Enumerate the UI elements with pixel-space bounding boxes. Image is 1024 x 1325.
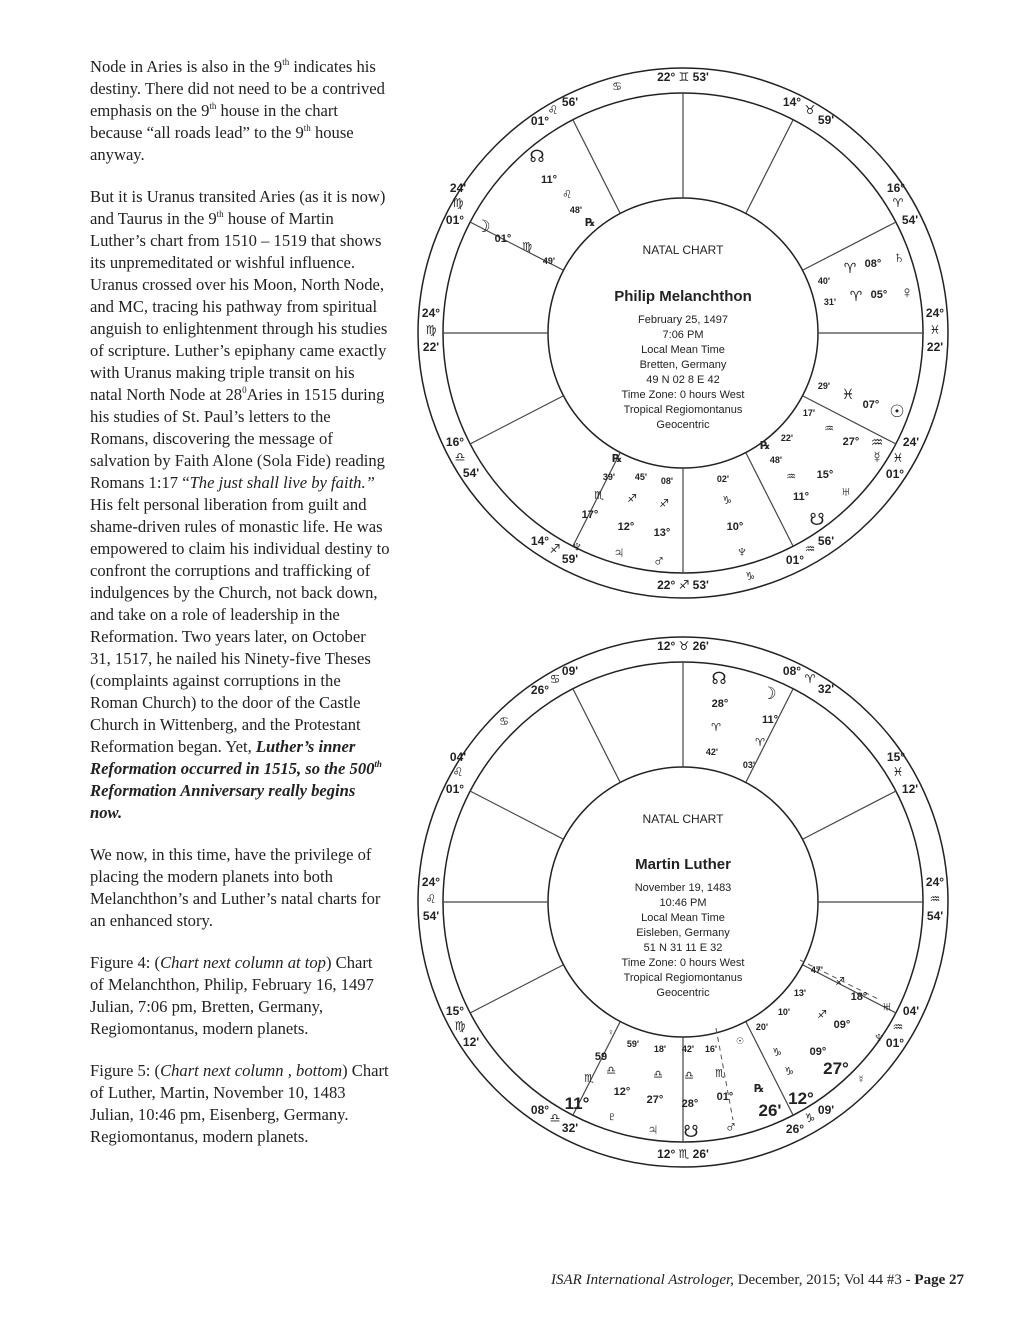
- svg-text:18': 18': [653, 1044, 667, 1054]
- svg-text:10': 10': [777, 1007, 791, 1017]
- svg-text:42': 42': [705, 747, 719, 757]
- svg-text:08°: 08°: [864, 258, 882, 270]
- svg-text:12': 12': [462, 1035, 480, 1049]
- svg-text:24°: 24°: [421, 306, 441, 320]
- svg-text:♌: ♌: [562, 189, 572, 201]
- svg-text:04': 04': [449, 750, 467, 764]
- svg-text:♈: ♈: [849, 288, 863, 304]
- svg-text:07°: 07°: [862, 399, 880, 411]
- svg-text:☊: ☊: [529, 147, 545, 166]
- svg-text:01°: 01°: [530, 114, 550, 128]
- melanchthon-chart: [418, 68, 948, 598]
- svg-text:11°: 11°: [540, 174, 558, 186]
- paragraph-1: Node in Aries is also in the 9th indicates his destiny. There did not need to be a contrived emphasis on the 9th house in the chart because “all roads lead” to the 9th house anyway.: [90, 57, 385, 164]
- svg-text:♈: ♈: [804, 672, 816, 686]
- svg-text:♒: ♒: [892, 1020, 904, 1034]
- svg-text:11°: 11°: [761, 714, 779, 726]
- svg-text:54': 54': [462, 466, 480, 480]
- svg-text:01°: 01°: [785, 553, 805, 567]
- svg-text:♀: ♀: [607, 1027, 615, 1037]
- svg-text:♆: ♆: [570, 537, 584, 556]
- svg-text:♑: ♑: [722, 495, 732, 507]
- svg-text:☊: ☊: [711, 669, 727, 688]
- svg-text:♑: ♑: [745, 571, 755, 583]
- svg-text:26': 26': [758, 1101, 782, 1120]
- svg-text:32': 32': [817, 682, 835, 696]
- svg-text:31': 31': [823, 297, 837, 307]
- svg-text:09': 09': [561, 664, 579, 678]
- svg-text:17': 17': [802, 408, 816, 418]
- svg-text:♏: ♏: [715, 1068, 725, 1080]
- svg-text:12': 12': [901, 782, 919, 796]
- svg-text:20': 20': [755, 1022, 769, 1032]
- svg-text:♈: ♈: [892, 196, 904, 210]
- svg-text:54': 54': [926, 909, 944, 923]
- svg-text:27°: 27°: [823, 1059, 849, 1078]
- figure-4-caption: Figure 4: (Chart next column at top) Chart of Melanchthon, Philip, February 16, 1497 Julian, 7:06 pm, Bretten, Germany, Regiomontanus, modern planets.: [90, 953, 374, 1038]
- chart-info: [622, 314, 745, 431]
- svg-text:♏: ♏: [594, 490, 604, 502]
- svg-text:7:06 PM: 7:06 PM: [662, 329, 704, 341]
- svg-text:14°: 14°: [782, 95, 802, 109]
- chart-name: Martin Luther: [635, 856, 731, 873]
- svg-text:♒: ♒: [824, 423, 834, 435]
- svg-text:♎: ♎: [606, 1065, 616, 1077]
- svg-text:♐: ♐: [659, 498, 669, 510]
- svg-text:08°: 08°: [530, 1103, 550, 1117]
- svg-text:♐: ♐: [549, 542, 561, 556]
- svg-text:59': 59': [817, 113, 835, 127]
- svg-text:22': 22': [422, 340, 440, 354]
- svg-text:♅: ♅: [839, 482, 853, 501]
- svg-text:♍: ♍: [454, 1019, 466, 1033]
- svg-text:15°: 15°: [886, 750, 906, 764]
- svg-text:♑: ♑: [784, 1066, 794, 1078]
- svg-text:♓: ♓: [892, 765, 904, 779]
- chart-heading: NATAL CHART: [642, 243, 724, 257]
- svg-text:♑: ♑: [804, 1111, 816, 1125]
- svg-text:56': 56': [817, 534, 835, 548]
- svg-text:59': 59': [561, 552, 579, 566]
- svg-text:♋: ♋: [499, 716, 509, 728]
- svg-text:♎: ♎: [684, 1070, 694, 1082]
- svg-text:22° ♐ 53': 22° ♐ 53': [657, 578, 709, 592]
- svg-text:09': 09': [817, 1103, 835, 1117]
- svg-text:32': 32': [561, 1121, 579, 1135]
- svg-text:01°: 01°: [494, 233, 512, 245]
- chart-info: [622, 882, 745, 999]
- svg-text:☽: ☽: [761, 684, 777, 703]
- svg-text:12° ♏ 26': 12° ♏ 26': [657, 1147, 709, 1161]
- figure-5-caption: Figure 5: (Chart next column , bottom) Chart of Luther, Martin, November 10, 1483 Julian, 10:46 pm, Eisenberg, Germany. Regiomontanus, modern planets.: [90, 1061, 389, 1146]
- svg-text:♓: ♓: [841, 386, 855, 402]
- svg-text:♆: ♆: [735, 542, 749, 561]
- svg-text:♂: ♂: [652, 551, 666, 570]
- svg-text:♏: ♏: [584, 1073, 594, 1085]
- svg-text:54': 54': [901, 213, 919, 227]
- svg-text:04': 04': [902, 1004, 920, 1018]
- svg-text:11°: 11°: [564, 1094, 590, 1113]
- svg-text:Local Mean Time: Local Mean Time: [641, 344, 725, 356]
- luther-chart: [418, 637, 948, 1167]
- svg-text:29': 29': [817, 381, 831, 391]
- svg-text:08°: 08°: [782, 664, 802, 678]
- svg-text:☉: ☉: [889, 402, 905, 421]
- svg-text:♈: ♈: [711, 722, 721, 734]
- svg-text:February 25, 1497: February 25, 1497: [638, 314, 728, 326]
- svg-text:18°: 18°: [850, 991, 868, 1003]
- svg-text:42': 42': [681, 1044, 695, 1054]
- svg-text:24°: 24°: [421, 875, 441, 889]
- svg-text:♃: ♃: [646, 1120, 660, 1139]
- svg-text:09°: 09°: [809, 1046, 827, 1058]
- svg-text:01°: 01°: [716, 1091, 734, 1103]
- svg-text:10°: 10°: [726, 521, 744, 533]
- svg-text:Tropical Regiomontanus: Tropical Regiomontanus: [623, 404, 743, 416]
- svg-text:05°: 05°: [870, 289, 888, 301]
- svg-text:16': 16': [704, 1044, 718, 1054]
- svg-text:♓: ♓: [929, 323, 941, 337]
- svg-text:02': 02': [716, 474, 730, 484]
- svg-text:♄: ♄: [892, 248, 906, 267]
- svg-text:22': 22': [780, 433, 794, 443]
- svg-text:☋: ☋: [809, 510, 825, 529]
- svg-text:39': 39': [602, 472, 616, 482]
- svg-text:♅: ♅: [880, 997, 894, 1016]
- svg-text:56': 56': [561, 95, 579, 109]
- svg-text:01°: 01°: [885, 467, 905, 481]
- svg-text:22° ♊ 53': 22° ♊ 53': [657, 70, 709, 84]
- svg-text:24°: 24°: [925, 306, 945, 320]
- svg-text:59: 59: [594, 1051, 608, 1063]
- svg-text:☉: ☉: [735, 1036, 745, 1046]
- svg-text:♈: ♈: [843, 260, 857, 276]
- svg-text:Time Zone: 0 hours West: Time Zone: 0 hours West: [621, 389, 745, 401]
- svg-text:♆: ♆: [872, 1028, 886, 1047]
- svg-text:♀: ♀: [900, 283, 914, 302]
- svg-text:℞: ℞: [760, 440, 770, 452]
- svg-text:☽: ☽: [475, 217, 491, 236]
- svg-text:Geocentric: Geocentric: [656, 419, 710, 431]
- svg-text:℞: ℞: [754, 1083, 764, 1095]
- svg-text:♒: ♒: [929, 892, 941, 906]
- svg-text:28°: 28°: [711, 698, 729, 710]
- svg-text:Time Zone: 0 hours West: Time Zone: 0 hours West: [621, 957, 745, 969]
- svg-text:12°: 12°: [788, 1089, 814, 1108]
- svg-text:Eisleben, Germany: Eisleben, Germany: [636, 927, 730, 939]
- svg-text:♃: ♃: [612, 543, 626, 562]
- svg-text:27°: 27°: [646, 1094, 664, 1106]
- svg-text:℞: ℞: [585, 217, 595, 229]
- svg-text:♐: ♐: [817, 1009, 827, 1021]
- svg-text:15°: 15°: [816, 469, 834, 481]
- svg-text:♎: ♎: [549, 1111, 561, 1125]
- paragraph-2: But it is Uranus transited Aries (as it is now) and Taurus in the 9th house of Martin Luther’s chart from 1510 – 1519 that shows its unpremeditated or wishful influence. Uranus crossed over his Moon, North Node, and MC, tracing his pathway from spiritual anguish to enlightenment through his studies of scripture. Luther’s epiphany came exactly with Uranus making triple transit on his natal North Node at $28^0Aries$ in 1515 during his studies of St. Paul’s letters to the Romans, discovering the message of salvation by Faith Alone (Sola Fide) reading Romans 1:17 “The just shall live by faith.” His felt personal liberation from guilt and shame-driven rules of monastic life. He was empowered to claim his individual destiny to confront the corruptions and trafficking of indulgences by the Church, not back down, and take on a role of leadership in the Reformation. Two years later, on October 31, 1517, he nailed his Ninety-five Theses (complaints against corruptions in the Roman Church) to the door of the Castle Church in Wittenberg, and the Protestant Reformation began. Yet, Luther’s inner Reformation occurred in 1515, so the 500th Reformation Anniversary really begins now.: [90, 187, 390, 822]
- svg-text:♐: ♐: [835, 976, 845, 988]
- svg-text:Tropical Regiomontanus: Tropical Regiomontanus: [623, 972, 743, 984]
- page-footer: ISAR International Astrologer, December, 2015; Vol 44 #3 - Page 27: [551, 1272, 964, 1288]
- svg-text:28°: 28°: [681, 1098, 699, 1110]
- svg-text:12°: 12°: [617, 521, 635, 533]
- svg-text:54': 54': [422, 909, 440, 923]
- svg-text:03': 03': [742, 760, 756, 770]
- svg-text:♍: ♍: [452, 196, 464, 210]
- svg-text:Geocentric: Geocentric: [656, 987, 710, 999]
- svg-text:10:46 PM: 10:46 PM: [659, 897, 707, 909]
- svg-text:09°: 09°: [833, 1019, 851, 1031]
- svg-text:♒: ♒: [870, 434, 884, 450]
- svg-text:15°: 15°: [445, 1004, 465, 1018]
- svg-text:♎: ♎: [454, 450, 466, 464]
- svg-text:☿: ☿: [856, 1074, 866, 1086]
- svg-text:November 19, 1483: November 19, 1483: [634, 882, 732, 894]
- svg-text:22': 22': [926, 340, 944, 354]
- svg-text:45': 45': [634, 472, 648, 482]
- svg-text:24': 24': [449, 181, 467, 195]
- svg-text:27°: 27°: [842, 436, 860, 448]
- svg-text:♑: ♑: [772, 1047, 782, 1059]
- svg-text:Local Mean Time: Local Mean Time: [641, 912, 725, 924]
- svg-text:♍: ♍: [425, 323, 437, 337]
- svg-text:♉: ♉: [804, 103, 816, 117]
- svg-text:♒: ♒: [786, 471, 796, 483]
- svg-text:♌: ♌: [547, 103, 559, 117]
- svg-text:01°: 01°: [885, 1036, 905, 1050]
- svg-text:16°: 16°: [445, 435, 465, 449]
- svg-text:♌: ♌: [425, 892, 437, 906]
- svg-text:01°: 01°: [445, 782, 465, 796]
- svg-text:48': 48': [769, 455, 783, 465]
- svg-text:48': 48': [569, 205, 583, 215]
- svg-text:40': 40': [817, 276, 831, 286]
- svg-text:51 N 31 11 E 32: 51 N 31 11 E 32: [643, 942, 723, 954]
- svg-text:17°: 17°: [581, 509, 599, 521]
- svg-text:26°: 26°: [785, 1122, 805, 1136]
- svg-text:59': 59': [626, 1039, 640, 1049]
- svg-text:♋: ♋: [612, 81, 622, 93]
- svg-text:12° ♉ 26': 12° ♉ 26': [657, 639, 709, 653]
- svg-text:49 N 02 8 E 42: 49 N 02 8 E 42: [646, 374, 720, 386]
- svg-text:11°: 11°: [792, 491, 810, 503]
- svg-text:49': 49': [542, 256, 556, 266]
- svg-text:♋: ♋: [549, 672, 561, 686]
- svg-text:47': 47': [810, 965, 824, 975]
- svg-text:16°: 16°: [886, 181, 906, 195]
- svg-text:♓: ♓: [892, 451, 904, 465]
- svg-text:12°: 12°: [613, 1086, 631, 1098]
- svg-text:℞: ℞: [612, 453, 622, 465]
- svg-text:01°: 01°: [445, 213, 465, 227]
- svg-text:24': 24': [902, 435, 920, 449]
- svg-text:26°: 26°: [530, 683, 550, 697]
- chart-name: Philip Melanchthon: [614, 288, 752, 305]
- svg-text:♐: ♐: [627, 493, 637, 505]
- svg-text:14°: 14°: [530, 534, 550, 548]
- svg-text:Bretten, Germany: Bretten, Germany: [639, 359, 727, 371]
- svg-text:13°: 13°: [653, 527, 671, 539]
- svg-text:24°: 24°: [925, 875, 945, 889]
- svg-text:13': 13': [793, 988, 807, 998]
- svg-text:♍: ♍: [522, 241, 532, 253]
- svg-text:08': 08': [660, 476, 674, 486]
- svg-text:♒: ♒: [804, 542, 816, 556]
- svg-text:☿: ☿: [870, 448, 884, 467]
- svg-text:♂: ♂: [724, 1117, 738, 1136]
- svg-text:♎: ♎: [653, 1069, 663, 1081]
- svg-text:♇: ♇: [605, 1107, 619, 1126]
- paragraph-3: We now, in this time, have the privilege of placing the modern planets into both Melanchthon’s and Luther’s natal charts for an enhanced story.: [90, 845, 381, 930]
- svg-text:♈: ♈: [755, 737, 765, 749]
- svg-text:♌: ♌: [452, 765, 464, 779]
- svg-text:☋: ☋: [683, 1122, 699, 1141]
- chart-heading: NATAL CHART: [642, 812, 724, 826]
